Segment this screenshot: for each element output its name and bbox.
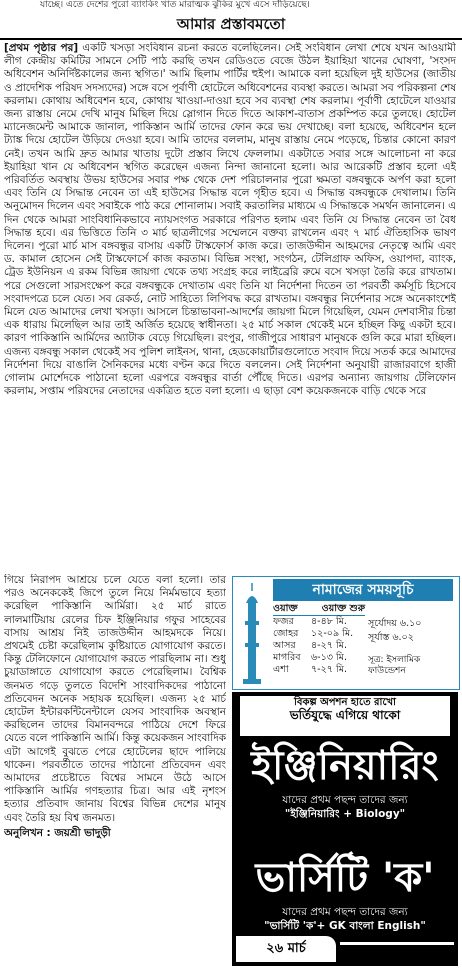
ad-engineering-sub1: যাদের প্রথম পছন্দ তাদের জন্য [282,794,408,806]
ad-varsity-title: ভার্সিটি 'ক' [255,855,435,901]
sunset-time: সূর্যাস্ত ৬.০২ [368,632,414,643]
prayer-row: মাগরিব ৬-১৩ মি. [273,652,347,663]
article-body-top [4,42,456,572]
article-body-left-column [4,574,226,966]
coaching-advertisement [232,692,458,966]
prayer-row: ফজর ৪-৪৮ মি. [273,616,347,627]
ad-bottom-strip [340,942,454,969]
prayer-source: সূত্র: ইসলামিক ফাউন্ডেশন [368,655,421,676]
prayer-row: আসর ৪-২৭ মি. [273,640,347,651]
ad-engineering-sub2: "ইঞ্জিনিয়ারিং + Biology" [284,808,406,820]
col-start: ওয়াক্ত শুরু [321,603,365,614]
ad-varsity-sub2: "ভার্সিটি 'ক'+ GK বাংলা English" [264,920,426,932]
ad-varsity-sub1: যাদের প্রথম পছন্দ তাদের জন্য [282,906,408,918]
col-waqt: ওয়াক্ত [273,603,298,614]
ad-banner-line1: বিকল্প অপশন হাতে রাখো [294,697,396,708]
article-paragraph-left: গিয়ে নিরাপদ আশ্রয়ে চলে যেতে বলা হলো। তার পরও অনেককেই জিপে তুলে নিয়ে নির্মমভাবে হত্যা করেছিল পাকিস্তানি আর্মিরা। ২৫ মার্চ রাতে লালমাটিয়ায় রেলের চিফ ইঞ্জিনিয়ার গফুর সাহেবের বাসায় আশ্রয় নিই তাজউদ্দীন আহমদকে নিয়ে। প্রথমেই চেষ্টা করেছিলাম কুষ্টিয়াতে যোগাযোগ করতে। কিন্তু টেলিফোনে যোগাযোগ করতে পারছিলাম না। শুধু চুয়াডাঙ্গাতে যোগাযোগ করতে পেরেছিলাম। বৈশ্বিক জনমত গড়ে তুলতে বিদেশি সাংবাদিকদের পাঠানো প্রতিবেদন অনেক সহায়ক হয়েছিল। এজন্য ২৫ মার্চ হোটেল ইন্টারকন্টিনেন্টালে যেসব সাংবাদিক অবস্থান করছিলেন তাদের বিমানবন্দরে পাঠিয়ে দেশে ফিরে যেতে বলে পাকিস্তানি আর্মি। কিন্তু কয়েকজন সাংবাদিক এটা আগেই বুঝতে পেরে হোটেলের ছাদে পালিয়ে থাকেন। পরবর্তীতে তাদের পাঠানো প্রতিবেদন এবং আমাদের প্রচেষ্টাতে বিশ্বের সামনে উঠে আসে পাকিস্তানি আর্মির গণহত্যার চিত্র। আর এই নৃশংস হত্যার প্রতিবাদ জানায় বিশ্বের বিভিন্ন দেশের মানুষ এবং তৈরি হয় বিশ্ব জনমত। [4,574,226,824]
ad-engineering-title: ইঞ্জিনিয়ারিং [251,743,439,789]
byline: অনুলিখন : জয়শ্রী ভাদুড়ী [4,826,111,839]
ad-date: ২৬ মার্চ [236,936,336,962]
article-paragraph-top: একটি খসড়া সংবিধান রচনা করতে বলেছিলেন। সেই সংবিধান লেখা শেষে যখন আওয়ামী লীগ কেন্দ্রীয় কমিটির সামনে সেটি পাঠ করছি তখন রেডিওতে বেজে উঠল ইয়াহিয়া খানের ঘোষণা, 'সংসদ অধিবেশন অনির্দিষ্টকালের জন্য স্থগিত।' আমি ছিলাম পার্টির হুইপ। আমাকে বলা হয়েছিল দুই হাউসের (জাতীয় ও প্রাদেশিক পরিষদ সদস্যদের) সঙ্গে বসে পূর্বাণী হোটেলে অধিবেশনের ব্যবস্থা করতে। আমরা সব পরিকল্পনা শেষ করলাম। কোথায় অধিবেশন হবে, কোথায় খাওয়া-দাওয়া হবে সব ব্যবস্থা শেষ করলাম। পূর্বাণী হোটেলে যাওয়ার জন্য রাস্তায় নেমে দেখি মানুষ মিছিল দিয়ে স্লোগান দিতে দিতে আকাশ-বাতাস প্রকম্পিত করে তুলছে। হোটেল ম্যানেজমেন্ট আমাকে জানাল, পাকিস্তান আর্মি তাদের ফোন করে ভয় দেখাচ্ছে। বলা হয়েছে, অধিবেশন হলে ট্যাঙ্ক দিয়ে হোটেল উড়িয়ে দেওয়া হবে। আমি তাদের বললাম, মানুষ রাস্তায় নেমে পড়েছে, চিন্তার কোনো কারণ নেই। তখন আমি দ্রুত আমার খাতায় দুটো প্রস্তাব লিখে ফেললাম। একটাতে সবার সঙ্গে আলোচনা না করে ইয়াহিয়া খান যে অধিবেশন স্থগিত করেছেন এজন্য নিন্দা জানানো হলো। আর আরেকটি প্রস্তাব হলো এই পরিবর্তিত অবস্থায় উভয় হাউসের সবার পক্ষ থেকে দেশ পরিচালনার পুরো ক্ষমতা বঙ্গবন্ধুকে অর্পণ করা হলো এবং তিনি যে সিদ্ধান্ত নেবেন তা এই হাউসের সিদ্ধান্ত বলে গৃহীত হবে। এ সিদ্ধান্ত বঙ্গবন্ধুকে দেখালাম। তিনি অনুমোদন দিলেন এবং সবাইকে পাঠ করে শোনালাম। সবাই করতালির মাধ্যমে এ সিদ্ধান্তকে সমর্থন জানালেন। এ দিন থেকে আমরা সাংবিধানিকভাবে ন্যায়সংগত সরকারে পরিণত হলাম এবং তিনি যে সিদ্ধান্ত নেবেন তা বৈধ সিদ্ধান্ত হবে। এর ভিত্তিতে তিনি ৩ মার্চ ছাত্রলীগের সম্মেলনে বক্তব্য রাখলেন এবং ৭ মার্চ ঐতিহাসিক ভাষণ দিলেন। পুরো মার্চ মাস বঙ্গবন্ধুর বাসায় একটি টাস্কফোর্স কাজ করে। তাজউদ্দীন আহমদের নেতৃত্বে আমি এবং ড. কামাল হোসেন সেই টাস্কফোর্সে কাজ করতাম। বিভিন্ন সংস্থা, সংগঠন, টেলিগ্রাফ অফিস, ওয়াপদা, ব্যাংক, ট্রেড ইউনিয়ন এ রকম বিভিন্ন জায়গা থেকে তথ্য সংগ্রহ করে লাইব্রেরি রুমে বসে খসড়া তৈরি করে রাখতাম। পরে সেগুলো সারসংক্ষেপ করে বঙ্গবন্ধুকে দেখাতাম এবং তিনি যা নির্দেশনা দিতেন তা পরবর্তী কর্মসূচি হিসেবে সংবাদপত্রে চলে যেত। সব রেকর্ড, নোট সাহিত্যে লিপিবদ্ধ করে রাখতাম। বঙ্গবন্ধুর নির্দেশনার সঙ্গে অনেকাংশেই মিলে যেত আমাদের লেখা খসড়া। আসলে চিন্তাভাবনা-আদর্শের জায়গা মিলে গিয়েছিল, যেমন দেশবাসীর চিন্তা এক ধারায় মিলেছিল আর তাই অর্জিত হয়েছে স্বাধীনতা। ২৫ মার্চ সকাল থেকেই মনে হচ্ছিল কিছু একটা হবে। কারণ পাকিস্তানি আর্মিদের অ্যাটাক বেড়ে গিয়েছিল। রংপুর, গাজীপুরে সাধারণ মানুষকে গুলি করে মারা হচ্ছিল। এজন্য বঙ্গবন্ধু সকাল থেকেই সব পুলিশ লাইনস, থানা, হেডকোয়ার্টারগুলোতে সংবাদ দিয়ে সতর্ক করে আমাদের নির্দেশনা দিয়ে বাঙালি সৈনিকদের মধ্যে বণ্টন করে দিতে বললেন। সেই নির্দেশনা অনুযায়ী রাজারবাগে হাজী গোলাম মোর্শেদকে পাঠানো হলো এরপরে বঙ্গবন্ধুর বার্তা পৌঁছে দিতে। এরপর অন্যান্য জায়গায় টেলিফোন করলাম, সপ্তাম পরিষদের নেতাদের একত্রিত হতে বলা হলো। এ ছাড়া বেশ কয়েকজনকে বাড়ি থেকে সরে [4,42,456,398]
sun-times [368,617,421,645]
ad-banner [240,696,450,736]
prayer-row: এশা ৭-২৭ মি. [273,664,347,675]
headline-rule [0,38,462,40]
previous-article-cutline: যাচ্ছে। এতে দেশের পুরো ব্যাংকিং খাত মারাত্মক ঝুঁকির মুখে এসে দাঁড়িয়েছে। [40,0,310,10]
article-headline: আমার প্রস্তাবমতো [176,15,286,33]
mosque-minaret-icon [237,581,267,685]
prayer-times-title: নামাজের সময়সূচি [273,579,453,601]
sunrise-time: সূর্যোদয় ৬.১০ [368,618,422,629]
prayer-row: জোহর ১২-০৯ মি. [273,628,354,639]
continued-marker: [প্রথম পৃষ্ঠার পর] [4,42,79,54]
prayer-times-box [232,576,460,690]
ad-banner-line2: ভর্তিযুদ্ধে এগিয়ে থাকো [289,708,401,722]
